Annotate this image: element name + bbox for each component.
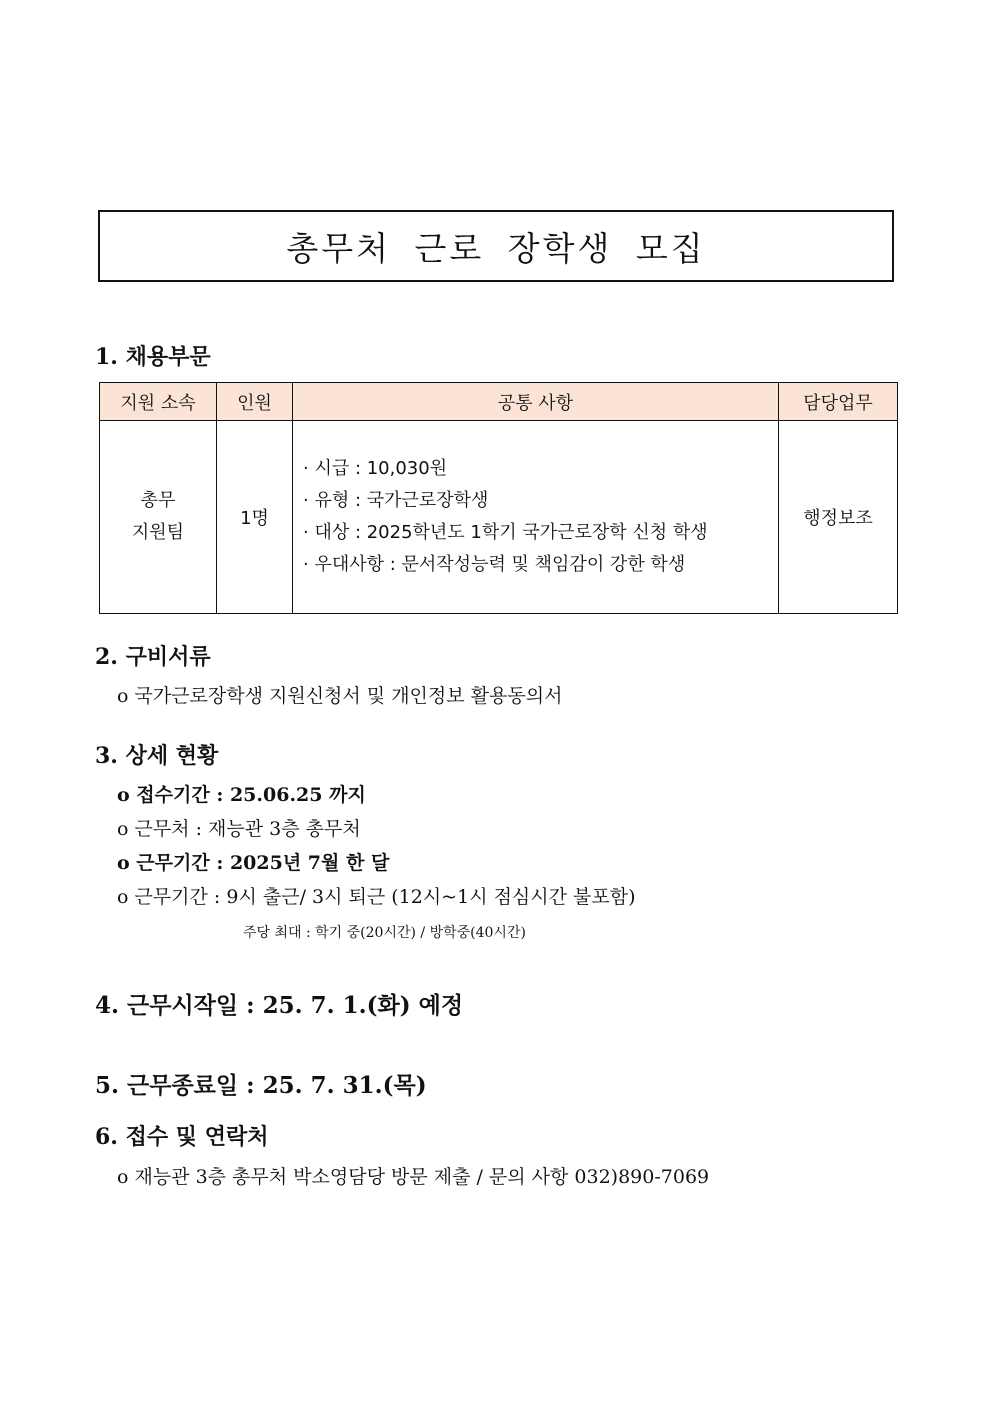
header-duty: 담당업무 (779, 383, 898, 421)
section4-heading: 4. 근무시작일 : 25. 7. 1.(화) 예정 (95, 992, 464, 1019)
section2-heading: 2. 구비서류 (95, 644, 211, 670)
header-headcount: 인원 (217, 383, 293, 421)
section3-heading: 3. 상세 현황 (95, 743, 219, 769)
cell-affiliation (100, 421, 217, 614)
cell-duty: 행정보조 (779, 421, 898, 614)
common-type: · 유형 : 국가근로장학생 (303, 490, 489, 511)
detail-work-period: o 근무기간 : 2025년 7월 한 달 (117, 852, 390, 874)
common-target: · 대상 : 2025학년도 1학기 국가근로장학 신청 학생 (303, 522, 708, 543)
section5-heading: 5. 근무종료일 : 25. 7. 31.(목) (95, 1072, 427, 1099)
recruitment-table (99, 382, 898, 614)
affiliation-line-1: 총무 (140, 490, 176, 511)
section1-heading: 1. 채용부문 (95, 344, 211, 370)
detail-work-hours: o 근무기간 : 9시 출근/ 3시 퇴근 (12시~1시 점심시간 불포함) (117, 886, 636, 908)
detail-application-period: o 접수기간 : 25.06.25 까지 (117, 784, 366, 806)
common-preference: · 우대사항 : 문서작성능력 및 책임감이 강한 학생 (303, 554, 686, 575)
detail-workplace: o 근무처 : 재능관 3층 총무처 (117, 818, 361, 840)
header-common: 공통 사항 (293, 383, 779, 421)
table-header-row (100, 383, 898, 421)
documents-item: o 국가근로장학생 지원신청서 및 개인정보 활용동의서 (117, 685, 563, 707)
affiliation-line-2: 지원팀 (131, 522, 185, 543)
section6-heading: 6. 접수 및 연락처 (95, 1124, 269, 1150)
contact-item: o 재능관 3층 총무처 박소영담당 방문 제출 / 문의 사항 032)890-7069 (117, 1166, 710, 1188)
table-row (100, 421, 898, 614)
cell-common (293, 421, 779, 614)
title-box (98, 210, 894, 282)
header-affiliation: 지원 소속 (100, 383, 217, 421)
common-wage: · 시급 : 10,030원 (303, 458, 448, 479)
page-title: 총무처 근로 장학생 모집 (286, 228, 706, 268)
cell-headcount: 1명 (217, 421, 293, 614)
detail-weekly-max-note: 주당 최대 : 학기 중(20시간) / 방학중(40시간) (243, 925, 526, 941)
